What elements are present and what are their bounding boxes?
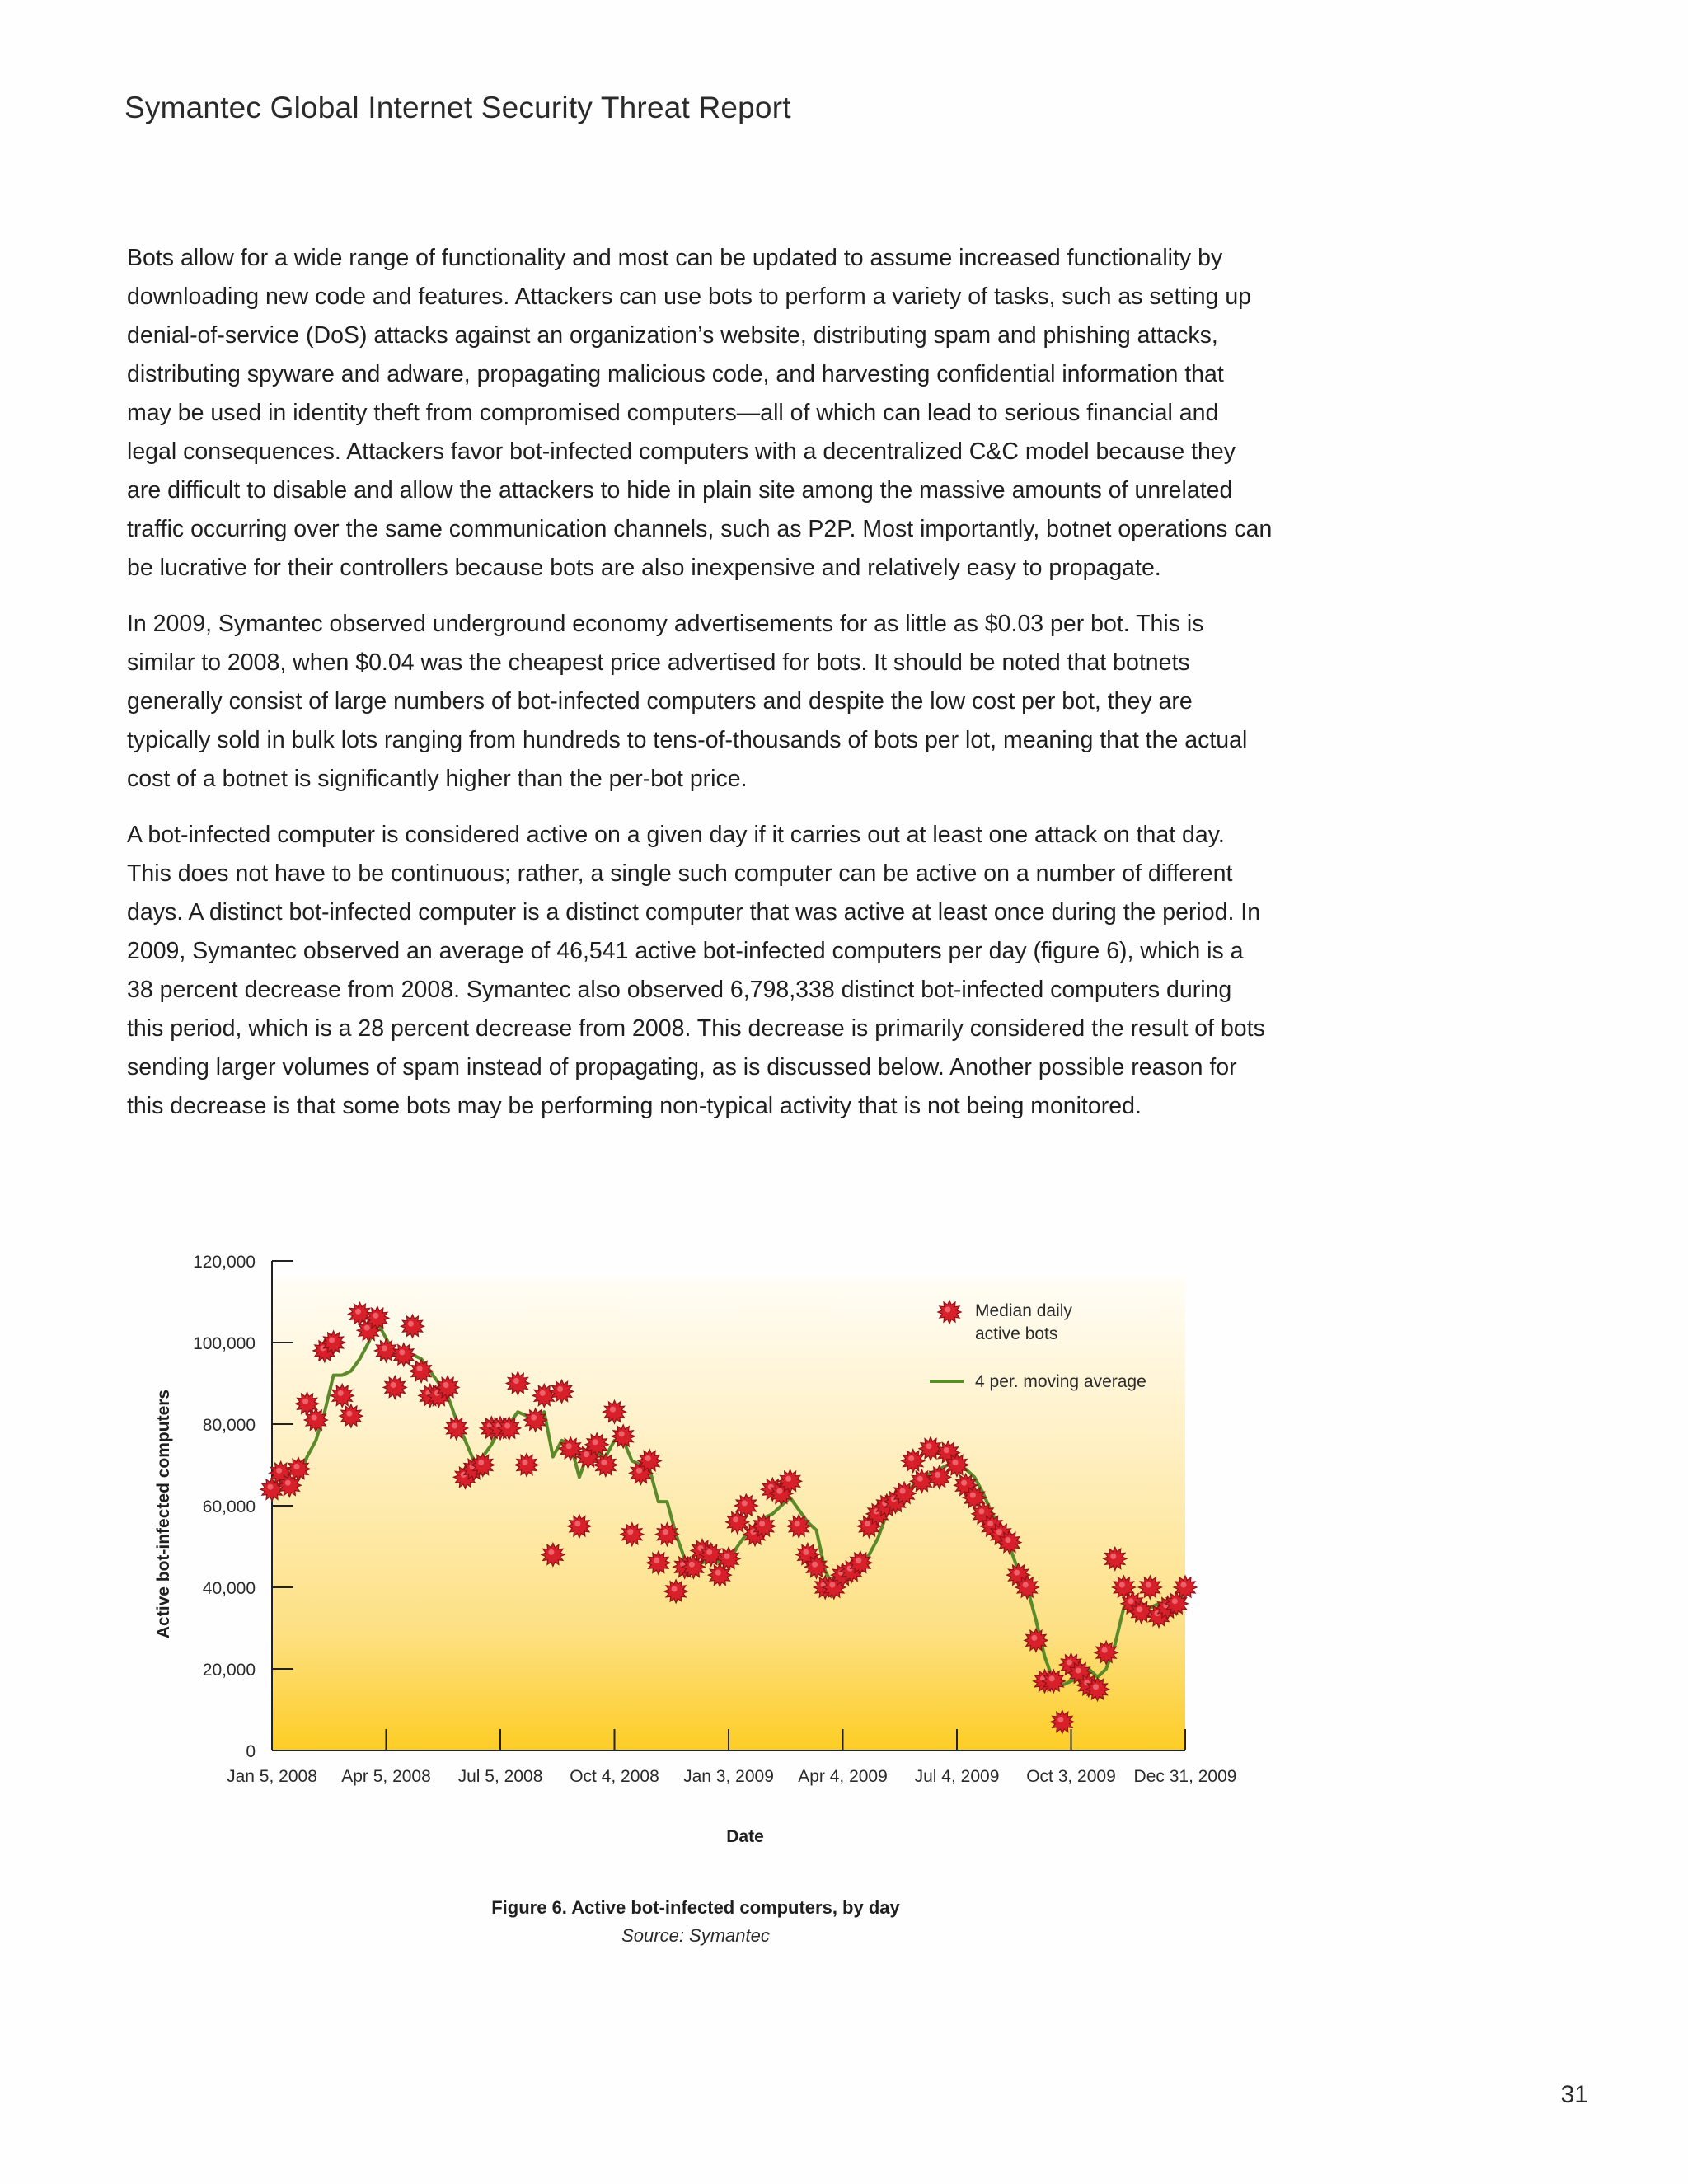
x-tick-label: Apr 4, 2009	[798, 1767, 888, 1786]
marker-highlight	[856, 1558, 861, 1563]
marker-highlight	[373, 1313, 378, 1319]
marker-highlight	[329, 1338, 335, 1343]
marker-highlight	[627, 1529, 633, 1535]
bot-chart-svg	[0, 1212, 1688, 1953]
marker-highlight	[610, 1407, 616, 1413]
marker-highlight	[619, 1431, 625, 1436]
x-tick-label: Oct 3, 2009	[1026, 1767, 1116, 1786]
marker-highlight	[715, 1570, 721, 1576]
y-tick-label: 100,000	[193, 1334, 256, 1353]
marker-highlight	[1049, 1675, 1055, 1681]
marker-highlight	[829, 1582, 835, 1588]
report-title: Symantec Global Internet Security Threat Report	[124, 91, 791, 124]
chart	[0, 1212, 1688, 1953]
marker-highlight	[803, 1549, 809, 1555]
marker-highlight	[672, 1586, 678, 1591]
x-tick-label: Jul 4, 2009	[914, 1767, 1000, 1786]
y-tick-label: 60,000	[202, 1497, 256, 1516]
marker-highlight	[865, 1521, 870, 1526]
marker-highlight	[926, 1443, 932, 1449]
marker-highlight	[268, 1484, 274, 1490]
marker-highlight	[504, 1422, 510, 1428]
marker-highlight	[645, 1455, 651, 1461]
marker-highlight	[478, 1460, 484, 1465]
marker-highlight	[935, 1472, 940, 1478]
marker-highlight	[636, 1468, 642, 1474]
marker-highlight	[970, 1493, 976, 1498]
marker-highlight	[663, 1529, 668, 1535]
marker-highlight	[812, 1562, 818, 1568]
figure-source: Source: Symantec	[621, 1925, 770, 1946]
marker-highlight	[1093, 1684, 1099, 1690]
legend-line-label: 4 per. moving average	[975, 1372, 1146, 1391]
marker-highlight	[654, 1558, 659, 1563]
marker-highlight	[584, 1451, 589, 1457]
paragraph: In 2009, Symantec observed underground economy advertisements for as little as $0.03 per bot. This is similar to 2008, when $0.04 was the cheapest price advertised for bots. It should be noted that botnets generally consist of large numbers of bot-infected computers and despite the low cost per bot, they are typically sold in bulk lots ranging from hundreds to tens-of-thousands of bots per lot, meaning that the actual cost of a botnet is significantly higher than the per-bot price.	[127, 611, 1248, 792]
marker-highlight	[733, 1516, 738, 1522]
marker-highlight	[1119, 1582, 1125, 1588]
marker-highlight	[601, 1460, 607, 1465]
marker-highlight	[293, 1464, 299, 1469]
marker-highlight	[312, 1415, 317, 1421]
marker-highlight	[724, 1554, 730, 1559]
marker-highlight	[1014, 1570, 1020, 1576]
y-axis-label: Active bot-infected computers	[154, 1389, 173, 1639]
marker-highlight	[382, 1345, 387, 1351]
marker-highlight	[302, 1399, 308, 1404]
x-tick-label: Oct 4, 2008	[570, 1767, 659, 1786]
x-tick-label: Jan 5, 2008	[227, 1767, 317, 1786]
marker-highlight	[452, 1422, 457, 1428]
marker-highlight	[364, 1325, 370, 1331]
marker-highlight	[417, 1366, 423, 1371]
marker-highlight	[1137, 1606, 1142, 1612]
marker-highlight	[443, 1382, 449, 1388]
marker-highlight	[355, 1309, 361, 1315]
marker-highlight	[513, 1378, 519, 1384]
body-text	[127, 239, 1273, 1143]
marker-highlight	[276, 1468, 282, 1474]
paragraph: A bot-infected computer is considered active on a given day if it carries out at least one attack on that day. This does not have to be continuous; rather, a single such computer can be active on a number of different days. A distinct bot-infected computer is a distinct computer that was active at least once during the period. In 2009, Symantec observed an average of 46,541 active bot-infected computers per day (figure 6), which is a 38 percent decrease from 2008. Symantec also observed 6,798,338 distinct bot-infected computers during this period, which is a 28 percent decrease from 2008. This decrease is primarily considered the result of bots sending larger volumes of spam instead of propagating, as is discussed below. Another possible reason for this decrease is that some bots may be performing non-typical activity that is not being monitored.	[127, 822, 1265, 1119]
marker-highlight	[522, 1460, 528, 1465]
marker-highlight	[776, 1488, 782, 1494]
marker-highlight	[1128, 1598, 1134, 1604]
marker-highlight	[996, 1529, 1002, 1535]
figure-caption: Figure 6. Active bot-infected computers, by day	[491, 1897, 900, 1918]
y-tick-label: 20,000	[202, 1661, 256, 1680]
marker-highlight	[540, 1390, 546, 1396]
marker-highlight	[689, 1562, 695, 1568]
marker-highlight	[987, 1521, 993, 1526]
legend-markers-label: active bots	[975, 1324, 1058, 1343]
marker-highlight	[900, 1488, 906, 1494]
marker-highlight	[953, 1460, 959, 1465]
marker-highlight	[1067, 1660, 1072, 1666]
marker-highlight	[1031, 1635, 1037, 1641]
marker-highlight	[285, 1480, 291, 1486]
marker-highlight	[391, 1382, 396, 1388]
x-tick-label: Jan 3, 2009	[683, 1767, 774, 1786]
marker-highlight	[742, 1501, 748, 1507]
x-tick-label: Jul 5, 2008	[457, 1767, 543, 1786]
marker-highlight	[1110, 1554, 1116, 1559]
y-tick-label: 0	[246, 1742, 256, 1761]
legend-markers-label: Median daily	[975, 1301, 1072, 1320]
marker-highlight	[1146, 1582, 1151, 1588]
marker-highlight	[408, 1321, 414, 1327]
y-tick-label: 120,000	[193, 1253, 256, 1272]
marker-highlight	[593, 1439, 598, 1445]
marker-highlight	[1102, 1647, 1108, 1653]
marker-highlight	[978, 1508, 984, 1514]
x-axis-label: Date	[726, 1827, 764, 1846]
marker-highlight	[1172, 1598, 1178, 1604]
x-tick-label: Apr 5, 2008	[341, 1767, 431, 1786]
marker-highlight	[945, 1307, 951, 1313]
marker-highlight	[1023, 1582, 1029, 1588]
marker-highlight	[1076, 1667, 1081, 1673]
marker-highlight	[908, 1455, 914, 1461]
marker-highlight	[531, 1415, 537, 1421]
paragraph: Bots allow for a wide range of functionality and most can be updated to assume increased functionality by downloading new code and features. Attackers can use bots to perform a variety of tasks, such as setting up denial-of-service (DoS) attacks against an organization’s website, distributing spam and phishing attacks, distributing spyware and adware, propagating malicious code, and harvesting confidential information that may be used in identity theft from compromised computers—all of which can lead to serious financial and legal consequences. Attackers favor bot-infected computers with a decentralized C&C model because they are difficult to disable and allow the attackers to hide in plain site among the massive amounts of unrelated traffic occurring over the same communication channels, such as P2P. Most importantly, botnet operations can be lucrative for their controllers because bots are also inexpensive and relatively easy to propagate.	[127, 245, 1273, 581]
marker-highlight	[566, 1443, 572, 1449]
marker-highlight	[557, 1386, 563, 1392]
marker-highlight	[944, 1447, 950, 1453]
marker-highlight	[548, 1549, 554, 1555]
marker-highlight	[795, 1521, 800, 1526]
marker-highlight	[399, 1349, 405, 1355]
y-tick-label: 40,000	[202, 1579, 256, 1598]
marker-highlight	[574, 1521, 580, 1526]
marker-highlight	[785, 1476, 791, 1482]
page-number: 31	[1560, 2081, 1588, 2108]
marker-highlight	[1005, 1537, 1010, 1543]
marker-highlight	[346, 1411, 352, 1417]
marker-highlight	[1181, 1582, 1187, 1588]
y-tick-label: 80,000	[202, 1416, 256, 1435]
marker-highlight	[961, 1480, 967, 1486]
marker-highlight	[338, 1390, 344, 1396]
x-tick-label: Dec 31, 2009	[1133, 1767, 1237, 1786]
marker-highlight	[1057, 1717, 1063, 1722]
marker-highlight	[706, 1549, 712, 1555]
marker-highlight	[759, 1521, 765, 1526]
marker-highlight	[917, 1476, 923, 1482]
